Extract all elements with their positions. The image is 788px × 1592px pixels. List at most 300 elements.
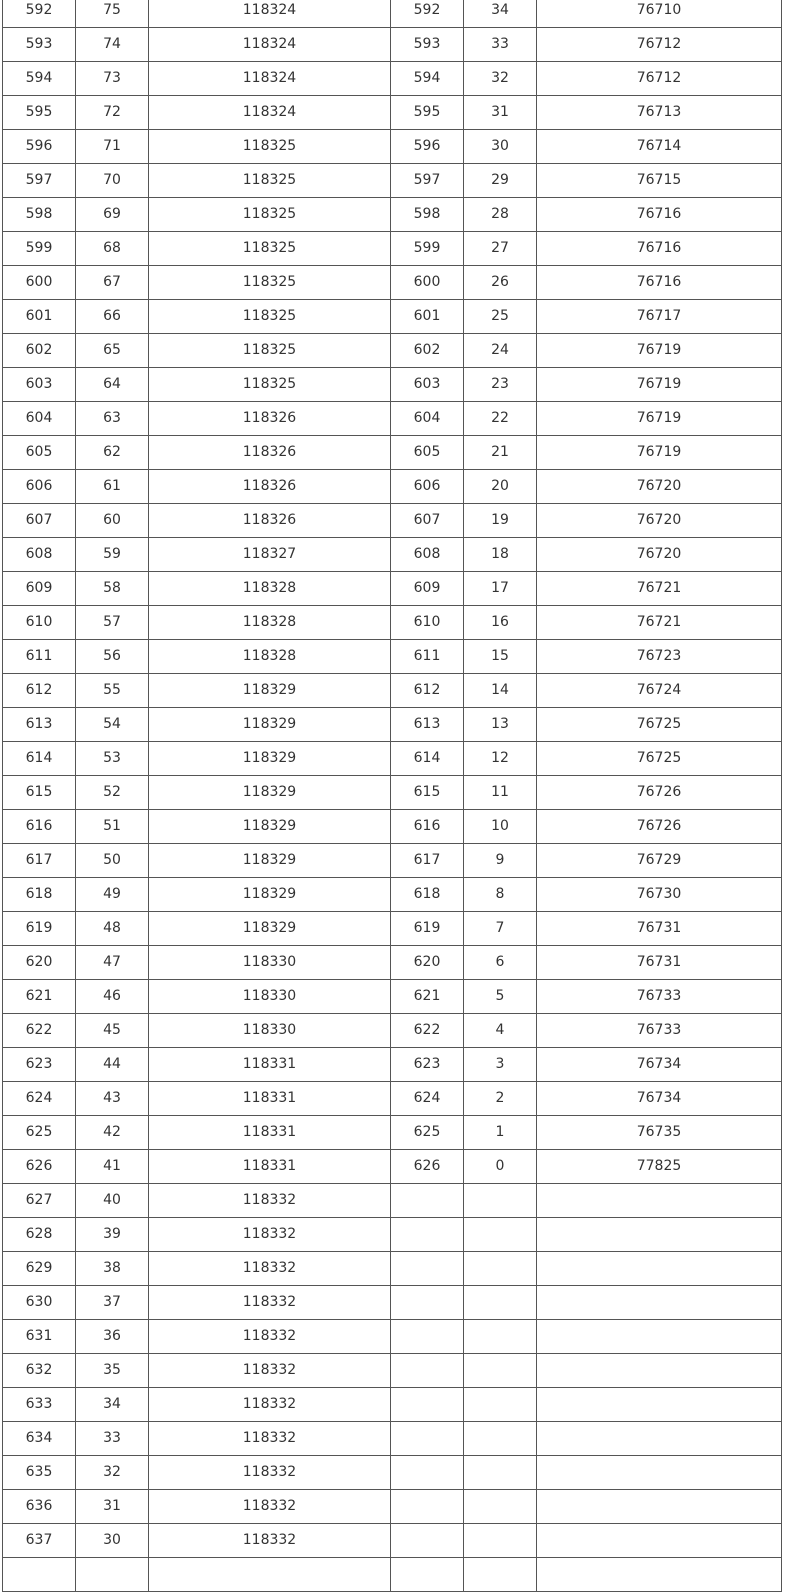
table-cell: 41 (76, 1150, 149, 1184)
table-row (3, 266, 782, 300)
table-cell: 622 (391, 1014, 464, 1048)
table-cell: 118332 (149, 1456, 391, 1490)
table-row (3, 810, 782, 844)
table-cell: 76734 (537, 1048, 782, 1082)
table-row (3, 130, 782, 164)
table-row (3, 1456, 782, 1490)
table-cell: 118328 (149, 572, 391, 606)
table-cell: 58 (76, 572, 149, 606)
table-body (3, 0, 782, 1592)
table-row (3, 470, 782, 504)
table-cell: 616 (3, 810, 76, 844)
table-row (3, 96, 782, 130)
table-cell: 33 (76, 1422, 149, 1456)
table-cell: 21 (464, 436, 537, 470)
table-cell: 118332 (149, 1252, 391, 1286)
table-cell (464, 1388, 537, 1422)
table-cell: 49 (76, 878, 149, 912)
table-cell: 56 (76, 640, 149, 674)
table-cell: 118329 (149, 742, 391, 776)
table-cell: 636 (3, 1490, 76, 1524)
table-cell: 118325 (149, 198, 391, 232)
table-cell: 629 (3, 1252, 76, 1286)
table-cell: 63 (76, 402, 149, 436)
table-cell: 608 (391, 538, 464, 572)
table-cell: 595 (3, 96, 76, 130)
table-cell: 76720 (537, 470, 782, 504)
table-cell: 76724 (537, 674, 782, 708)
table-cell: 50 (76, 844, 149, 878)
table-cell: 8 (464, 878, 537, 912)
table-row (3, 1354, 782, 1388)
table-cell: 7 (464, 912, 537, 946)
table-row (3, 1082, 782, 1116)
table-cell: 118329 (149, 674, 391, 708)
table-cell: 59 (76, 538, 149, 572)
table-cell: 76713 (537, 96, 782, 130)
table-cell: 1 (464, 1116, 537, 1150)
table-cell (464, 1524, 537, 1558)
table-cell: 605 (391, 436, 464, 470)
table-cell: 37 (76, 1286, 149, 1320)
table-cell: 76716 (537, 232, 782, 266)
table-cell: 597 (3, 164, 76, 198)
table-cell: 118331 (149, 1048, 391, 1082)
table-cell: 118324 (149, 62, 391, 96)
table-cell (537, 1218, 782, 1252)
table-cell: 25 (464, 300, 537, 334)
table-cell: 76731 (537, 946, 782, 980)
table-cell: 601 (3, 300, 76, 334)
table-cell (537, 1422, 782, 1456)
table-cell: 65 (76, 334, 149, 368)
table-row (3, 708, 782, 742)
table-cell: 60 (76, 504, 149, 538)
table-row (3, 1320, 782, 1354)
table-cell: 6 (464, 946, 537, 980)
table-row (3, 742, 782, 776)
table-cell: 76716 (537, 198, 782, 232)
table-cell: 618 (391, 878, 464, 912)
table-cell: 610 (391, 606, 464, 640)
table-cell: 76712 (537, 62, 782, 96)
table-cell: 118330 (149, 1014, 391, 1048)
table-cell: 76717 (537, 300, 782, 334)
table-cell: 600 (391, 266, 464, 300)
table-cell: 118325 (149, 164, 391, 198)
table-cell: 54 (76, 708, 149, 742)
table-cell: 35 (76, 1354, 149, 1388)
table-cell: 44 (76, 1048, 149, 1082)
table-cell: 76720 (537, 538, 782, 572)
table-cell (391, 1456, 464, 1490)
table-cell: 615 (391, 776, 464, 810)
table-cell: 615 (3, 776, 76, 810)
table-cell: 16 (464, 606, 537, 640)
table-cell: 118331 (149, 1116, 391, 1150)
table-cell: 604 (3, 402, 76, 436)
table-cell (464, 1218, 537, 1252)
table-cell: 22 (464, 402, 537, 436)
table-cell: 118332 (149, 1218, 391, 1252)
table-cell: 28 (464, 198, 537, 232)
table-cell: 624 (391, 1082, 464, 1116)
table-cell (464, 1184, 537, 1218)
table-row (3, 334, 782, 368)
table-row (3, 504, 782, 538)
table-cell: 595 (391, 96, 464, 130)
table-cell: 76710 (537, 0, 782, 28)
table-cell: 30 (464, 130, 537, 164)
table-cell: 633 (3, 1388, 76, 1422)
table-cell: 118324 (149, 96, 391, 130)
table-cell (391, 1354, 464, 1388)
table-cell: 611 (391, 640, 464, 674)
table-row (3, 980, 782, 1014)
table-cell: 625 (391, 1116, 464, 1150)
table-cell: 606 (391, 470, 464, 504)
table-cell: 3 (464, 1048, 537, 1082)
table-cell: 605 (3, 436, 76, 470)
table-cell: 637 (3, 1524, 76, 1558)
table-cell: 72 (76, 96, 149, 130)
table-row (3, 1388, 782, 1422)
table-cell (391, 1286, 464, 1320)
table-cell (537, 1490, 782, 1524)
table-cell: 38 (76, 1252, 149, 1286)
table-cell: 118325 (149, 266, 391, 300)
table-row (3, 0, 782, 28)
table-cell: 609 (3, 572, 76, 606)
table-cell: 19 (464, 504, 537, 538)
table-cell: 118325 (149, 130, 391, 164)
table-row (3, 1422, 782, 1456)
table-row (3, 402, 782, 436)
table-cell: 76731 (537, 912, 782, 946)
table-cell: 622 (3, 1014, 76, 1048)
table-row (3, 1116, 782, 1150)
table-cell: 610 (3, 606, 76, 640)
table-cell: 76726 (537, 810, 782, 844)
table-cell: 75 (76, 0, 149, 28)
table-cell: 628 (3, 1218, 76, 1252)
table-cell: 607 (3, 504, 76, 538)
table-cell: 66 (76, 300, 149, 334)
table-cell: 69 (76, 198, 149, 232)
table-cell: 596 (3, 130, 76, 164)
table-row (3, 1048, 782, 1082)
table-cell: 118329 (149, 844, 391, 878)
table-cell: 118326 (149, 402, 391, 436)
table-cell: 76733 (537, 980, 782, 1014)
table-cell: 34 (76, 1388, 149, 1422)
table-cell: 70 (76, 164, 149, 198)
table-cell: 27 (464, 232, 537, 266)
table-cell: 598 (3, 198, 76, 232)
table-cell: 118328 (149, 640, 391, 674)
table-cell (464, 1252, 537, 1286)
table-cell (537, 1320, 782, 1354)
table-cell: 11 (464, 776, 537, 810)
table-cell: 67 (76, 266, 149, 300)
table-row (3, 232, 782, 266)
table-cell (537, 1558, 782, 1592)
table-cell: 36 (76, 1320, 149, 1354)
table-cell: 621 (391, 980, 464, 1014)
table-cell: 592 (391, 0, 464, 28)
table-cell: 76726 (537, 776, 782, 810)
table-row (3, 198, 782, 232)
table-cell: 118329 (149, 810, 391, 844)
table-cell: 33 (464, 28, 537, 62)
table-cell: 118332 (149, 1490, 391, 1524)
table-cell: 630 (3, 1286, 76, 1320)
table-row (3, 300, 782, 334)
table-row (3, 776, 782, 810)
table-cell: 76719 (537, 436, 782, 470)
table-cell: 15 (464, 640, 537, 674)
table-cell: 77825 (537, 1150, 782, 1184)
table-cell: 594 (3, 62, 76, 96)
table-cell: 31 (76, 1490, 149, 1524)
table-cell: 62 (76, 436, 149, 470)
table-cell: 631 (3, 1320, 76, 1354)
table-row (3, 1218, 782, 1252)
table-cell: 76719 (537, 368, 782, 402)
table-cell: 29 (464, 164, 537, 198)
table-row (3, 1558, 782, 1592)
table-cell: 118328 (149, 606, 391, 640)
table-cell: 64 (76, 368, 149, 402)
table-cell: 61 (76, 470, 149, 504)
table-cell: 602 (3, 334, 76, 368)
table-cell: 596 (391, 130, 464, 164)
table-cell: 616 (391, 810, 464, 844)
table-cell (537, 1354, 782, 1388)
table-row (3, 368, 782, 402)
table-cell: 0 (464, 1150, 537, 1184)
table-cell: 55 (76, 674, 149, 708)
table-cell: 32 (76, 1456, 149, 1490)
table-cell (537, 1524, 782, 1558)
table-cell: 48 (76, 912, 149, 946)
table-row (3, 164, 782, 198)
table-row (3, 946, 782, 980)
table-cell: 4 (464, 1014, 537, 1048)
table-row (3, 878, 782, 912)
table-cell: 76735 (537, 1116, 782, 1150)
table-cell: 53 (76, 742, 149, 776)
table-cell: 118325 (149, 232, 391, 266)
table-cell (537, 1252, 782, 1286)
table-cell: 118327 (149, 538, 391, 572)
table-row (3, 572, 782, 606)
table-cell: 625 (3, 1116, 76, 1150)
table-cell (464, 1490, 537, 1524)
table-cell: 597 (391, 164, 464, 198)
table-cell (391, 1558, 464, 1592)
table-cell: 118331 (149, 1150, 391, 1184)
table-row (3, 844, 782, 878)
table-cell: 118330 (149, 980, 391, 1014)
table-cell: 51 (76, 810, 149, 844)
table-cell: 118332 (149, 1320, 391, 1354)
table-cell: 76734 (537, 1082, 782, 1116)
table-cell: 632 (3, 1354, 76, 1388)
table-cell: 9 (464, 844, 537, 878)
table-cell (3, 1558, 76, 1592)
table-cell: 623 (3, 1048, 76, 1082)
table-cell: 611 (3, 640, 76, 674)
table-cell: 76725 (537, 742, 782, 776)
table-cell: 624 (3, 1082, 76, 1116)
table-cell: 23 (464, 368, 537, 402)
table-cell: 24 (464, 334, 537, 368)
table-cell: 32 (464, 62, 537, 96)
table-cell: 26 (464, 266, 537, 300)
table-cell: 39 (76, 1218, 149, 1252)
table-cell: 627 (3, 1184, 76, 1218)
table-cell (464, 1320, 537, 1354)
table-cell: 118329 (149, 776, 391, 810)
table-cell: 118329 (149, 708, 391, 742)
table-cell: 601 (391, 300, 464, 334)
table-cell: 42 (76, 1116, 149, 1150)
table-cell: 52 (76, 776, 149, 810)
table-row (3, 436, 782, 470)
table-cell: 2 (464, 1082, 537, 1116)
data-table (2, 0, 782, 1592)
table-cell: 10 (464, 810, 537, 844)
table-row (3, 1184, 782, 1218)
table-cell: 5 (464, 980, 537, 1014)
table-cell: 43 (76, 1082, 149, 1116)
table-cell: 34 (464, 0, 537, 28)
table-cell: 604 (391, 402, 464, 436)
table-cell (149, 1558, 391, 1592)
table-cell: 31 (464, 96, 537, 130)
table-cell: 73 (76, 62, 149, 96)
table-cell: 76716 (537, 266, 782, 300)
table-cell: 118332 (149, 1422, 391, 1456)
table-cell: 609 (391, 572, 464, 606)
table-cell (464, 1558, 537, 1592)
table-cell (391, 1388, 464, 1422)
table-row (3, 538, 782, 572)
table-cell: 614 (391, 742, 464, 776)
table-cell: 47 (76, 946, 149, 980)
table-cell: 68 (76, 232, 149, 266)
table-cell: 608 (3, 538, 76, 572)
table-cell: 614 (3, 742, 76, 776)
table-cell: 40 (76, 1184, 149, 1218)
table-cell: 118326 (149, 504, 391, 538)
table-cell: 626 (3, 1150, 76, 1184)
table-cell: 619 (391, 912, 464, 946)
table-cell (391, 1320, 464, 1354)
table-cell: 76715 (537, 164, 782, 198)
table-cell: 621 (3, 980, 76, 1014)
table-cell: 76733 (537, 1014, 782, 1048)
table-cell (537, 1286, 782, 1320)
table-cell: 76721 (537, 606, 782, 640)
table-cell: 593 (391, 28, 464, 62)
table-cell: 17 (464, 572, 537, 606)
table-cell: 600 (3, 266, 76, 300)
table-row (3, 1490, 782, 1524)
table-cell: 118329 (149, 912, 391, 946)
table-cell: 118325 (149, 300, 391, 334)
table-cell (464, 1354, 537, 1388)
table-cell (391, 1252, 464, 1286)
table-cell (464, 1286, 537, 1320)
table-cell: 46 (76, 980, 149, 1014)
table-cell (391, 1218, 464, 1252)
table-cell: 76721 (537, 572, 782, 606)
table-cell: 607 (391, 504, 464, 538)
table-cell: 603 (391, 368, 464, 402)
table-cell: 118331 (149, 1082, 391, 1116)
table-cell: 76712 (537, 28, 782, 62)
table-row (3, 606, 782, 640)
table-cell: 118324 (149, 0, 391, 28)
table-cell: 612 (3, 674, 76, 708)
table-row (3, 1150, 782, 1184)
table-row (3, 912, 782, 946)
table-row (3, 1014, 782, 1048)
table-cell: 76714 (537, 130, 782, 164)
table-cell: 620 (391, 946, 464, 980)
table-cell: 30 (76, 1524, 149, 1558)
table-row (3, 62, 782, 96)
table-cell: 118325 (149, 368, 391, 402)
table-cell: 618 (3, 878, 76, 912)
table-cell: 45 (76, 1014, 149, 1048)
table-cell (76, 1558, 149, 1592)
table-cell: 118326 (149, 470, 391, 504)
table-cell: 76720 (537, 504, 782, 538)
table-cell (537, 1388, 782, 1422)
table-row (3, 1524, 782, 1558)
table-cell: 592 (3, 0, 76, 28)
table-cell: 118330 (149, 946, 391, 980)
table-cell: 606 (3, 470, 76, 504)
table-cell: 602 (391, 334, 464, 368)
table-cell (391, 1422, 464, 1456)
table-cell: 118332 (149, 1286, 391, 1320)
table-cell: 76719 (537, 402, 782, 436)
table-cell: 626 (391, 1150, 464, 1184)
table-cell: 118324 (149, 28, 391, 62)
table-cell: 619 (3, 912, 76, 946)
table-cell (537, 1456, 782, 1490)
table-cell: 57 (76, 606, 149, 640)
table-cell: 612 (391, 674, 464, 708)
table-cell: 71 (76, 130, 149, 164)
table-cell (391, 1490, 464, 1524)
table-cell: 613 (391, 708, 464, 742)
table-row (3, 1252, 782, 1286)
table-cell: 76730 (537, 878, 782, 912)
table-cell (391, 1524, 464, 1558)
table-cell (464, 1456, 537, 1490)
table-row (3, 28, 782, 62)
table-cell (464, 1422, 537, 1456)
table-cell: 598 (391, 198, 464, 232)
table-cell: 18 (464, 538, 537, 572)
table-cell: 603 (3, 368, 76, 402)
table-cell: 623 (391, 1048, 464, 1082)
